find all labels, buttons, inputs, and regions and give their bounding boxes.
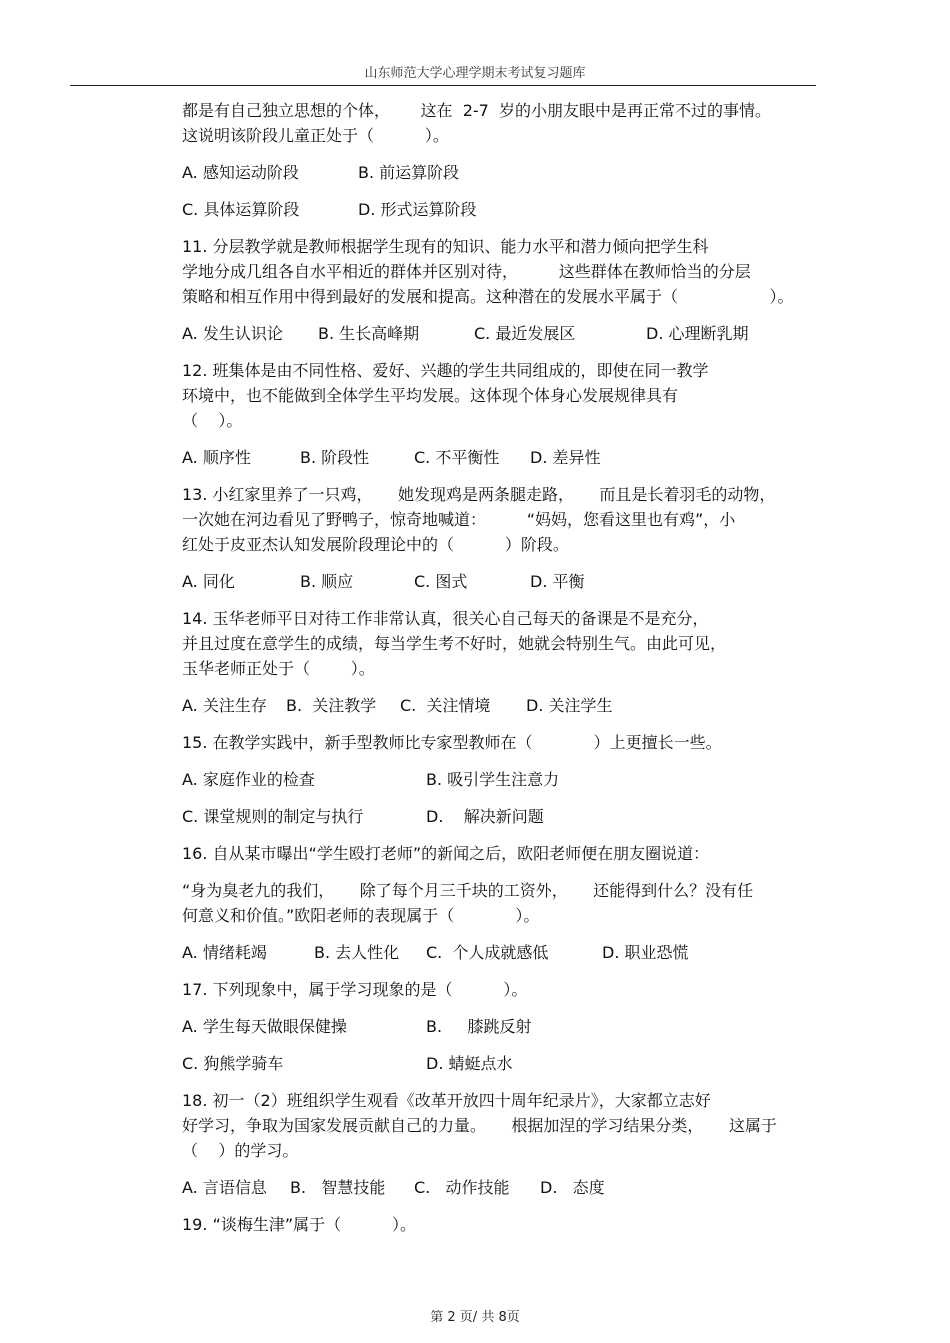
options-row — [182, 569, 822, 594]
page-header: 山东师范大学心理学期末考试复习题库 — [364, 66, 586, 81]
option-c: C. 不平衡性 — [414, 448, 500, 467]
question-line: “身为臭老九的我们， 除了每个月三千块的工资外， 还能得到什么？没有任 — [182, 881, 754, 900]
option-b: B. 关注教学 — [286, 696, 377, 715]
option-d: D. 心理断乳期 — [646, 324, 749, 343]
question-line: 学地分成几组各自水平相近的群体并区别对待， 这些群体在教师恰当的分层 — [182, 262, 751, 281]
question-10-tail — [182, 98, 822, 148]
option-c: C. 最近发展区 — [474, 324, 576, 343]
options-row — [182, 693, 822, 718]
options-row — [182, 1014, 822, 1039]
question-16-quote — [182, 878, 822, 928]
question-17 — [182, 977, 822, 1002]
option-d: D. 职业恐慌 — [602, 943, 689, 962]
options-row — [182, 160, 822, 185]
question-line: 12. 班集体是由不同性格、爱好、兴趣的学生共同组成的，即使在同一教学 — [182, 361, 709, 380]
question-line: 何意义和价值。”欧阳老师的表现属于（ ）。 — [182, 906, 540, 925]
options-row — [182, 1051, 822, 1076]
option-d: D. 形式运算阶段 — [358, 200, 477, 219]
option-c: C. 具体运算阶段 — [182, 200, 300, 219]
question-line: 15. 在教学实践中，新手型教师比专家型教师在（ ）上更擅长一些。 — [182, 733, 722, 752]
question-line: （ ）。 — [182, 411, 243, 430]
question-line: 环境中，也不能做到全体学生平均发展。这体现个体身心发展规律具有 — [182, 386, 679, 405]
option-c: C. 图式 — [414, 572, 468, 591]
options-row — [182, 321, 822, 346]
option-b: B. 吸引学生注意力 — [426, 770, 560, 789]
question-line: 并且过度在意学生的成绩，每当学生考不好时，她就会特别生气。由此可见， — [182, 634, 727, 653]
header-rule — [70, 85, 816, 86]
option-a: A. 发生认识论 — [182, 324, 283, 343]
question-line: 18. 初一（2）班组织学生观看《改革开放四十周年纪录片》，大家都立志好 — [182, 1091, 711, 1110]
option-c: C. 狗熊学骑车 — [182, 1054, 284, 1073]
question-12 — [182, 358, 822, 433]
question-list — [182, 234, 822, 1237]
option-b: B. 前运算阶段 — [358, 163, 460, 182]
question-14 — [182, 606, 822, 681]
option-a: A. 情绪耗竭 — [182, 943, 267, 962]
question-16 — [182, 841, 822, 866]
option-a: A. 顺序性 — [182, 448, 251, 467]
question-line: 这说明该阶段儿童正处于（ ）。 — [182, 126, 449, 145]
options-row — [182, 1175, 822, 1200]
question-line: 17. 下列现象中，属于学习现象的是（ ）。 — [182, 980, 528, 999]
question-line: （ ）的学习。 — [182, 1141, 299, 1160]
question-line: 一次她在河边看见了野鸭子，惊奇地喊道： “妈妈，您看这里也有鸡”，小 — [182, 510, 736, 529]
question-line: 11. 分层教学就是教师根据学生现有的知识、能力水平和潜力倾向把学生科 — [182, 237, 709, 256]
option-a: A. 感知运动阶段 — [182, 163, 299, 182]
option-d: D. 平衡 — [530, 572, 585, 591]
option-c: C. 课堂规则的制定与执行 — [182, 807, 364, 826]
question-line: 19. “谈梅生津”属于（ ）。 — [182, 1215, 416, 1234]
option-a: A. 言语信息 — [182, 1178, 267, 1197]
option-d: D. 蜻蜓点水 — [426, 1054, 513, 1073]
option-a: A. 学生每天做眼保健操 — [182, 1017, 347, 1036]
question-line: 玉华老师正处于（ ）。 — [182, 659, 375, 678]
option-b: B. 顺应 — [300, 572, 354, 591]
option-b: B. 膝跳反射 — [426, 1017, 532, 1036]
option-a: A. 同化 — [182, 572, 235, 591]
question-line: 13. 小红家里养了一只鸡， 她发现鸡是两条腿走路， 而且是长着羽毛的动物， — [182, 485, 776, 504]
option-d: D. 差异性 — [530, 448, 601, 467]
question-line: 红处于皮亚杰认知发展阶段理论中的（ ）阶段。 — [182, 535, 569, 554]
option-a: A. 家庭作业的检查 — [182, 770, 315, 789]
option-a: A. 关注生存 — [182, 696, 267, 715]
option-b: B. 生长高峰期 — [318, 324, 420, 343]
option-b: B. 阶段性 — [300, 448, 370, 467]
option-c: C. 关注情境 — [400, 696, 491, 715]
question-line: 16. 自从某市曝出“学生殴打老师”的新闻之后，欧阳老师便在朋友圈说道： — [182, 844, 710, 863]
option-b: B. 智慧技能 — [290, 1178, 386, 1197]
option-d: D. 关注学生 — [526, 696, 613, 715]
option-c: C. 动作技能 — [414, 1178, 510, 1197]
question-13 — [182, 482, 822, 557]
question-line: 14. 玉华老师平日对待工作非常认真，很关心自己每天的备课是不是充分， — [182, 609, 709, 628]
question-11 — [182, 234, 822, 309]
options-row — [182, 197, 822, 222]
options-row — [182, 767, 822, 792]
options-row — [182, 445, 822, 470]
option-c: C. 个人成就感低 — [426, 943, 549, 962]
options-row — [182, 940, 822, 965]
page-footer: 第 2 页/ 共 8页 — [430, 1310, 520, 1325]
question-line: 都是有自己独立思想的个体， 这在 2-7 岁的小朋友眼中是再正常不过的事情。 — [182, 101, 771, 120]
options-row — [182, 804, 822, 829]
question-line: 策略和相互作用中得到最好的发展和提高。这种潜在的发展水平属于（ ）。 — [182, 287, 794, 306]
question-line: 好学习，争取为国家发展贡献自己的力量。 根据加涅的学习结果分类， 这属于 — [182, 1116, 777, 1135]
page-content — [182, 98, 822, 1249]
option-b: B. 去人性化 — [314, 943, 400, 962]
question-18 — [182, 1088, 822, 1163]
question-15 — [182, 730, 822, 755]
option-d: D. 态度 — [540, 1178, 605, 1197]
question-19 — [182, 1212, 822, 1237]
option-d: D. 解决新问题 — [426, 807, 544, 826]
